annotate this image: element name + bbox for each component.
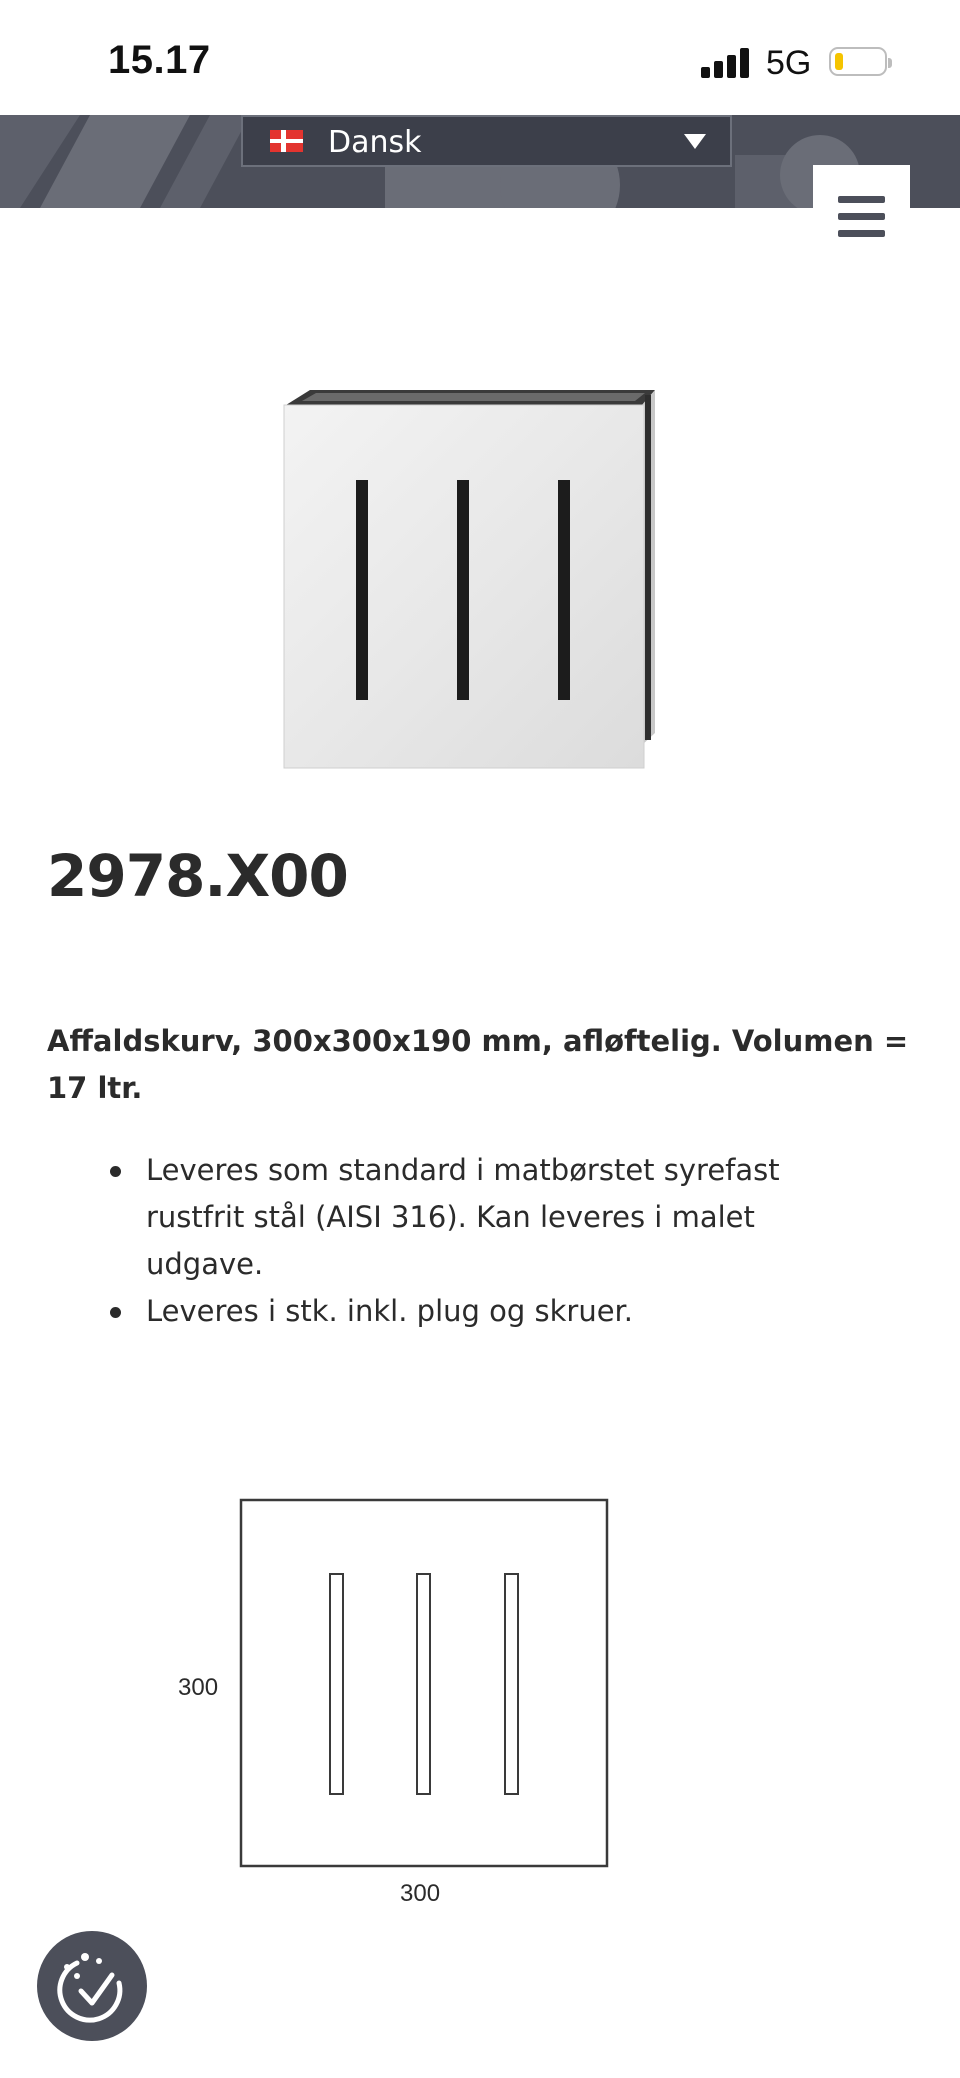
status-time: 15.17 [108,38,211,82]
feature-list [146,1147,876,1335]
list-item: Leveres i stk. inkl. plug og skruer. [146,1288,876,1335]
hamburger-menu-icon [838,196,885,203]
denmark-flag-icon [270,130,303,152]
cookie-settings-button[interactable] [37,1931,147,2041]
technical-drawing [170,1490,620,1910]
product-code: 2978.X00 [47,842,348,910]
cookie-consent-icon [37,1931,147,2041]
signal-icon [701,48,753,78]
language-selector[interactable] [241,115,732,167]
status-bar [0,0,960,115]
list-item: Leveres som standard i matbørstet syrefast rustfrit stål (AISI 316). Kan leveres i malet udgave. [146,1147,876,1288]
chevron-down-icon [684,134,706,149]
height-dimension: 300 [178,1674,219,1701]
hamburger-line [838,213,885,220]
width-dimension: 300 [400,1880,441,1907]
hamburger-line [838,230,885,237]
network-type: 5G [766,44,812,82]
battery-icon [829,47,887,76]
language-label: Dansk [328,125,422,160]
product-image [280,385,660,770]
product-description: Affaldskurv, 300x300x190 mm, afløftelig. Volumen = 17 ltr. [47,1024,909,1105]
menu-button[interactable] [813,165,910,255]
